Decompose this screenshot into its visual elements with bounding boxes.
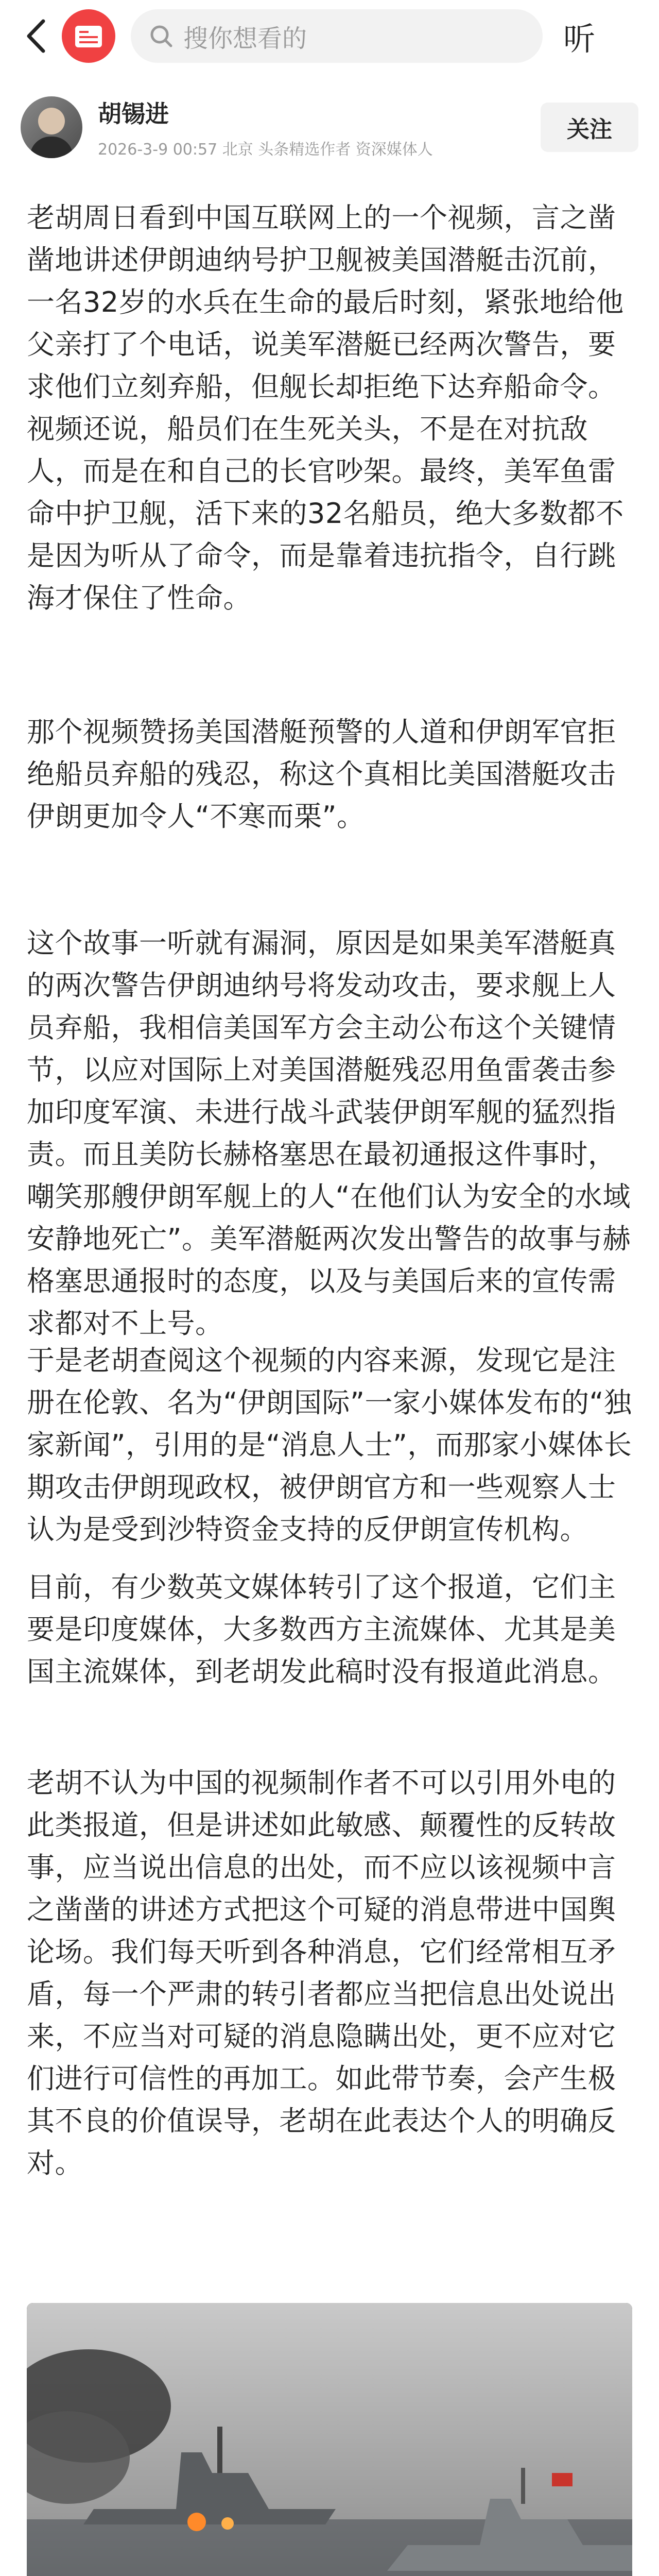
toutiao-logo-icon: [73, 21, 104, 52]
video-frame[interactable]: [27, 2303, 632, 2576]
chevron-left-icon: [26, 18, 46, 54]
article-paragraph: 这个故事一听就有漏洞，原因是如果美军潜艇真的两次警告伊朗迪纳号将发动攻击，要求舰上人员弃船，我相信美国军方会主动公布这个关键情节，以应对国际上对美国潜艇残忍用鱼雷袭击参加印度军演、未进行战斗武装伊朗军舰的猛烈指责。而且美防长赫格塞思在最初通报这件事时，嘲笑那艘伊朗军舰上的人“在他们认为安全的水域安静地死亡”。美军潜艇两次发出警告的故事与赫格塞思通报时的态度，以及与美国后来的宣传需求都对不上号。: [27, 927, 631, 1340]
article-paragraph: 目前，有少数英文媒体转引了这个报道，它们主要是印度媒体，大多数西方主流媒体、尤其是美国主流媒体，到老胡发此稿时没有报道此消息。: [27, 1571, 616, 1688]
article-paragraph: 老胡不认为中国的视频制作者不可以引用外电的此类报道，但是讲述如此敏感、颠覆性的反转故事，应当说出信息的出处，而不应以该视频中言之凿凿的讲述方式把这个可疑的消息带进中国舆论场。我们每天听到各种消息，它们经常相互矛盾，每一个严肃的转引者都应当把信息出处说出来，不应当对可疑的消息隐瞒出处，更不应对它们进行可信性的再加工。如此带节奏，会产生极其不良的价值误导，老胡在此表达个人的明确反对。: [27, 1767, 616, 2179]
author-row: [21, 94, 638, 161]
search-bar[interactable]: [131, 9, 543, 63]
author-avatar[interactable]: [21, 96, 82, 158]
follow-button[interactable]: 关注: [541, 103, 638, 152]
video-player[interactable]: [27, 2303, 632, 2576]
article-paragraph: 于是老胡查阅这个视频的内容来源，发现它是注册在伦敦、名为“伊朗国际”一家小媒体发布的“独家新闻”，引用的是“消息人士”，而那家小媒体长期攻击伊朗现政权，被伊朗官方和一些观察人士认为是受到沙特资金支持的反伊朗宣传机构。: [27, 1344, 632, 1546]
author-info: [98, 95, 541, 159]
article-paragraph: 老胡周日看到中国互联网上的一个视频，言之凿凿地讲述伊朗迪纳号护卫舰被美国潜艇击沉前，一名32岁的水兵在生命的最后时刻，紧张地给他父亲打了个电话，说美军潜艇已经两次警告，要求他们立刻弃船，但舰长却拒绝下达弃船命令。视频还说，船员们在生死关头，不是在对抗敌人，而是在和自己的长官吵架。最终，美军鱼雷命中护卫舰，活下来的32名船员，绝大多数都不是因为听从了命令，而是靠着违抗指令，自行跳海才保住了性命。: [27, 201, 624, 614]
author-name[interactable]: 胡锡进: [98, 100, 169, 128]
article-paragraph: 那个视频赞扬美国潜艇预警的人道和伊朗军官拒绝船员弃船的残忍，称这个真相比美国潜艇攻击伊朗更加令人“不寒而栗”。: [27, 716, 616, 833]
top-bar: [0, 0, 659, 72]
app-logo[interactable]: [62, 9, 115, 63]
back-button[interactable]: [21, 15, 51, 57]
author-meta: 2026-3-9 00:57 北京 头条精选作者 资深媒体人: [98, 141, 433, 159]
listen-button[interactable]: 听: [563, 20, 596, 58]
search-icon: [149, 24, 173, 48]
search-placeholder: 搜你想看的: [183, 24, 307, 53]
